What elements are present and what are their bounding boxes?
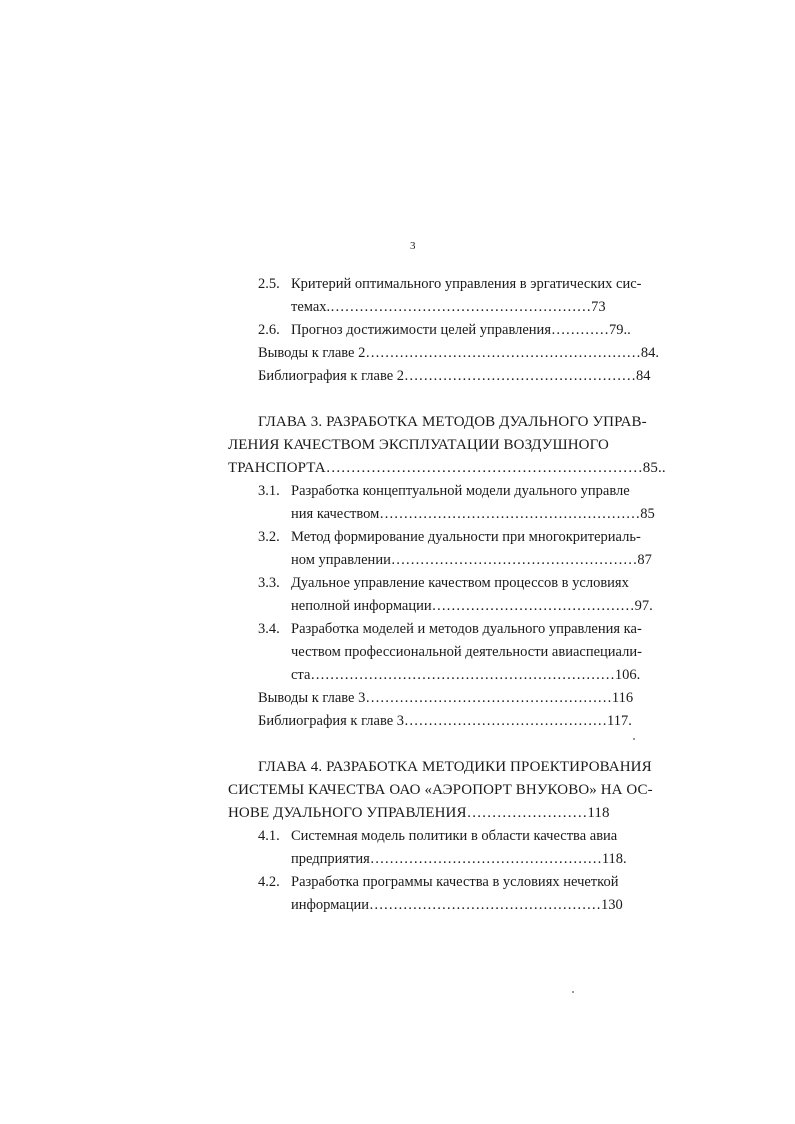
chapter-heading-line: ТРАНСПОРТА………………………………………………………85.. bbox=[228, 460, 666, 476]
chapter-heading-line: ГЛАВА 3. РАЗРАБОТКА МЕТОДОВ ДУАЛЬНОГО УПРАВ- bbox=[258, 414, 647, 430]
toc-entry-line: Дуальное управление качеством процессов в условиях bbox=[291, 575, 629, 591]
toc-entry-line: Библиография к главе 2…………………………………………84 bbox=[258, 368, 651, 384]
toc-entry-line: Метод формирование дуальности при многокритериаль- bbox=[291, 529, 641, 545]
toc-entry-line: неполной информации……………………………………97. bbox=[291, 598, 653, 614]
chapter-heading-line: СИСТЕМЫ КАЧЕСТВА ОАО «АЭРОПОРТ ВНУКОВО» НА ОС- bbox=[228, 782, 653, 798]
chapter-heading-line: ГЛАВА 4. РАЗРАБОТКА МЕТОДИКИ ПРОЕКТИРОВАНИЯ bbox=[258, 759, 652, 775]
toc-entry-line: Выводы к главе 3……………………………………………116 bbox=[258, 690, 634, 706]
toc-entry-line: информации…………………………………………130 bbox=[291, 897, 623, 913]
toc-entry-line: темах.………………………………………………73 bbox=[291, 299, 606, 315]
toc-entry-line: ста………………………………………………………106. bbox=[291, 667, 641, 683]
toc-entry-line: чеством профессиональной деятельности авиаспециали- bbox=[291, 644, 642, 660]
scan-speck bbox=[572, 991, 574, 993]
chapter-heading-line: ЛЕНИЯ КАЧЕСТВОМ ЭКСПЛУАТАЦИИ ВОЗДУШНОГО bbox=[228, 437, 609, 453]
toc-entry-line: предприятия…………………………………………118. bbox=[291, 851, 627, 867]
scan-speck bbox=[633, 738, 635, 740]
section-number: 3.3. bbox=[258, 575, 280, 591]
toc-entry-line: Прогноз достижимости целей управления…………79.. bbox=[291, 322, 631, 338]
toc-entry-line: Разработка моделей и методов дуального управления ка- bbox=[291, 621, 642, 637]
toc-entry-line: Выводы к главе 2…………………………………………………84. bbox=[258, 345, 659, 361]
section-number: 3.4. bbox=[258, 621, 280, 637]
section-number: 3.1. bbox=[258, 483, 280, 499]
section-number: 4.1. bbox=[258, 828, 280, 844]
section-number: 4.2. bbox=[258, 874, 280, 890]
section-number: 2.5. bbox=[258, 276, 280, 292]
chapter-heading-line: НОВЕ ДУАЛЬНОГО УПРАВЛЕНИЯ……………………118 bbox=[228, 805, 610, 821]
section-number: 2.6. bbox=[258, 322, 280, 338]
toc-entry-line: Разработка программы качества в условиях нечеткой bbox=[291, 874, 619, 890]
page-number: 3 bbox=[410, 240, 416, 252]
toc-entry-line: Библиография к главе 3……………………………………117. bbox=[258, 713, 632, 729]
toc-entry-line: ном управлении……………………………………………87 bbox=[291, 552, 652, 568]
toc-entry-line: ния качеством………………………………………………85 bbox=[291, 506, 655, 522]
section-number: 3.2. bbox=[258, 529, 280, 545]
toc-entry-line: Разработка концептуальной модели дуального управле bbox=[291, 483, 630, 499]
toc-entry-line: Системная модель политики в области качества авиа bbox=[291, 828, 618, 844]
toc-entry-line: Критерий оптимального управления в эргатических сис- bbox=[291, 276, 642, 292]
